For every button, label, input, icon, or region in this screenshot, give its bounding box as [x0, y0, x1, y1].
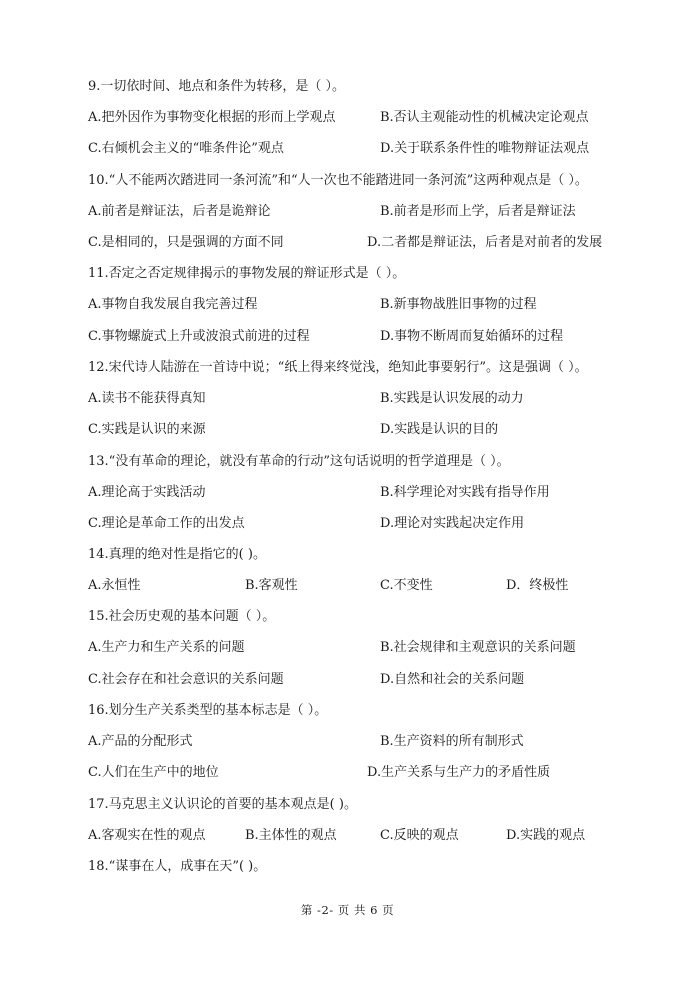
q14-option-c: C.不变性: [380, 578, 433, 593]
q11-option-d: D.事物不断周而复始循环的过程: [380, 329, 564, 344]
q12-option-a: A.读书不能获得真知: [88, 391, 206, 406]
q17-option-d: D.实践的观点: [506, 828, 586, 843]
q16-option-a: A.产品的分配形式: [88, 734, 193, 749]
q11-option-c: C.事物螺旋式上升或波浪式前进的过程: [88, 329, 310, 344]
q10-option-c: C.是相同的，只是强调的方面不同: [88, 235, 284, 250]
q11-option-a: A.事物自我发展自我完善过程: [88, 297, 258, 312]
q13-option-d: D.理论对实践起决定作用: [380, 516, 525, 531]
q14-option-d: D．终极性: [506, 578, 569, 593]
q10-option-d: D.二者都是辩证法，后者是对前者的发展: [367, 235, 603, 250]
question-17: 17.马克思主义认识论的首要的基本观点是( )。: [88, 797, 357, 812]
question-15: 15.社会历史观的基本问题（ ）。: [88, 609, 276, 624]
q16-option-d: D.生产关系与生产力的矛盾性质: [367, 765, 551, 780]
question-11: 11.否定之否定规律揭示的事物发展的辩证形式是（ ）。: [88, 266, 406, 281]
q15-option-a: A.生产力和生产关系的问题: [88, 640, 245, 655]
q13-option-c: C.理论是革命工作的出发点: [88, 516, 245, 531]
q11-option-b: B.新事物战胜旧事物的过程: [380, 297, 537, 312]
q9-option-a: A.把外因作为事物变化根据的形而上学观点: [88, 110, 336, 125]
question-10: 10.“人不能两次踏进同一条河流”和“人一次也不能踏进同一条河流”这两种观点是（ ）。: [88, 173, 588, 188]
q17-option-b: B.主体性的观点: [245, 828, 337, 843]
question-9: 9.一切依时间、地点和条件为转移，是（ ）。: [88, 79, 346, 94]
q10-option-b: B.前者是形而上学，后者是辩证法: [380, 204, 576, 219]
q15-option-b: B.社会规律和主观意识的关系问题: [380, 640, 576, 655]
q10-option-a: A.前者是辩证法，后者是诡辩论: [88, 204, 271, 219]
q16-option-b: B.生产资料的所有制形式: [380, 734, 524, 749]
q13-option-b: B.科学理论对实践有指导作用: [380, 485, 550, 500]
q12-option-d: D.实践是认识的目的: [380, 422, 499, 437]
question-18: 18.“谋事在人，成事在天”( )。: [88, 859, 267, 874]
q17-option-a: A.客观实在性的观点: [88, 828, 206, 843]
q9-option-d: D.关于联系条件性的唯物辩证法观点: [380, 141, 590, 156]
q14-option-a: A.永恒性: [88, 578, 141, 593]
question-13: 13.“没有革命的理论，就没有革命的行动”这句话说明的哲学道理是（ ）。: [88, 454, 510, 469]
question-12: 12.宋代诗人陆游在一首诗中说；“纸上得来终觉浅，绝知此事要躬行”。这是强调（ ）。: [88, 360, 588, 375]
q14-option-b: B.客观性: [245, 578, 298, 593]
q16-option-c: C.人们在生产中的地位: [88, 765, 219, 780]
q9-option-c: C.右倾机会主义的“唯条件论”观点: [88, 141, 284, 156]
q12-option-b: B.实践是认识发展的动力: [380, 391, 524, 406]
question-14: 14.真理的绝对性是指它的( )。: [88, 547, 266, 562]
page-footer: 第 -2- 页 共 6 页: [300, 903, 395, 917]
q15-option-d: D.自然和社会的关系问题: [380, 672, 525, 687]
q17-option-c: C.反映的观点: [380, 828, 459, 843]
q9-option-b: B.否认主观能动性的机械决定论观点: [380, 110, 589, 125]
q15-option-c: C.社会存在和社会意识的关系问题: [88, 672, 284, 687]
q13-option-a: A.理论高于实践活动: [88, 485, 206, 500]
question-16: 16.划分生产关系类型的基本标志是（ ）。: [88, 703, 328, 718]
q12-option-c: C.实践是认识的来源: [88, 422, 206, 437]
